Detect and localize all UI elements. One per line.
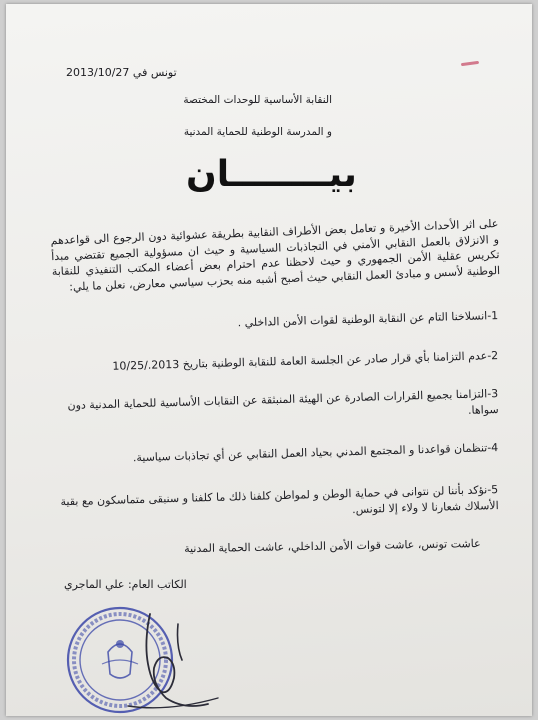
list-item: 3-التزامنا بجميع القرارات الصادرة عن الهيئة المنبثقة عن النقابات الأساسية للحماية المدنية دون سواها. [67,386,499,417]
list-item: 2-عدم التزامنا بأي قرار صادر عن الجلسة العامة للنقابة الوطنية بتاريخ 2013./10/25 [112,348,499,373]
intro-paragraph: على اثر الأحداث الأخيرة و تعامل بعض الأطراف النقابية بطريقة عشوائية دون الرجوع الى قواعدهم و الانزلاق بالعمل النقابي الأمني في التجاذبات السياسية و حيث ان مسؤولية الجميع تقتضي مبدأ تكريس عقلية الأمن الجمهوري و حيث لاحظنا عدم احترام بعض أعضاء المكتب التنفيذي للنقابة الوطنية لأسس و مبادئ العمل النقابي حيث أصبح أشبه منه بحزب سياسي معارض، نعلن ما يلي: [50,216,501,294]
document-date: تونس في 2013/10/27 [66,66,177,79]
document-page [6,4,532,716]
list-item: 5-نؤكد بأننا لن نتوانى في حماية الوطن و لمواطن كلفنا ذلك ما كلفنا و سنبقى متماسكون مع بقية الأسلاك شعارنا لا ولاء إلا لتونس. [60,482,499,516]
document-title: بيــــــــان [186,154,357,195]
pen-mark [461,61,479,66]
sender-line-1: النقابة الأساسية للوحدات المختصة [183,94,332,106]
closing-slogan: عاشت تونس، عاشت قوات الأمن الداخلي، عاشت الحماية المدنية [183,537,481,556]
list-item: 4-تنظمان قواعدنا و المجتمع المدني بحياد العمل النقابي عن أي تجاذبات سياسية. [132,440,499,465]
signatory-line: الكاتب العام: علي الماجري [64,578,187,591]
official-stamp [58,594,228,716]
list-item: 1-انسلاخنا التام عن النقابة الوطنية لقوات الأمن الداخلي . [237,308,499,330]
sender-line-2: و المدرسة الوطنية للحماية المدنية [183,126,332,138]
